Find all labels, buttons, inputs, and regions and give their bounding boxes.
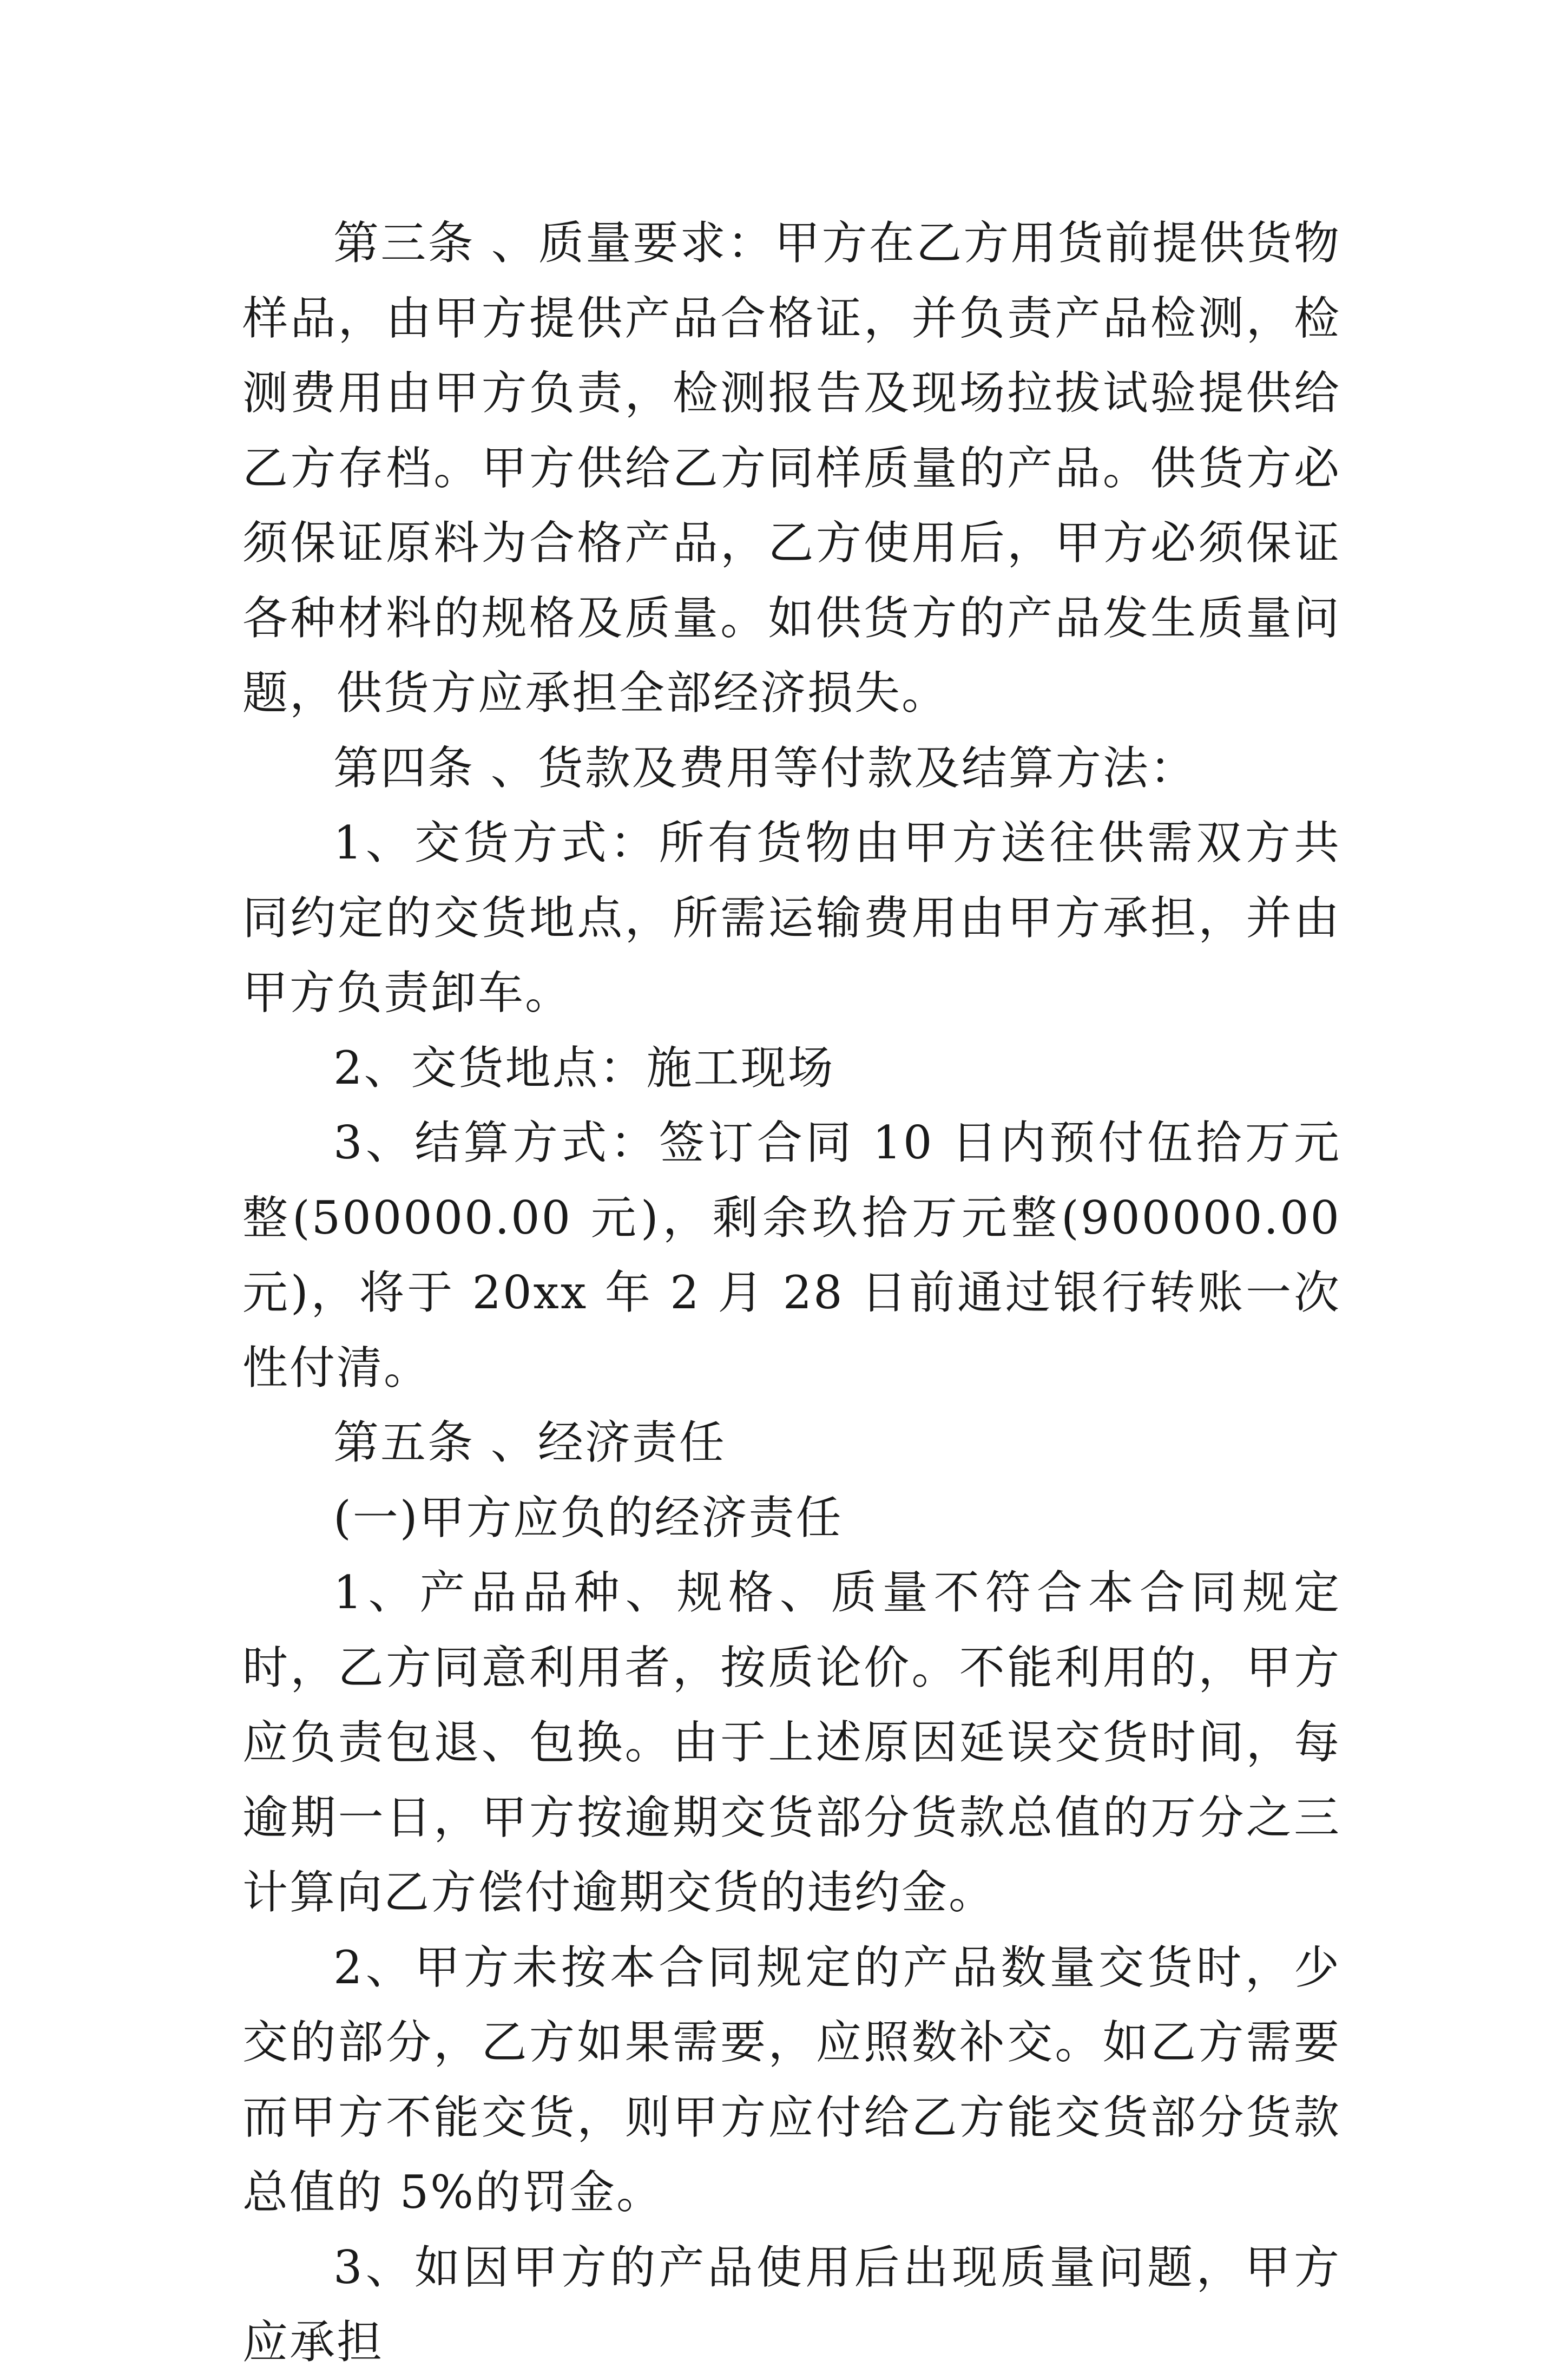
clause-4-item-2: 2、交货地点：施工现场 [333, 1041, 835, 1094]
clause-5-item-3: 3、如因甲方的产品使用后出现质量问题，甲方应承担 [242, 2240, 1341, 2369]
clause-5-heading: 第五条 、经济责任 [333, 1416, 726, 1469]
clause-5-item-2: 2、甲方未按本合同规定的产品数量交货时，少交的部分，乙方如果需要，应照数补交。如乙方需要而甲方不能交货，则甲方应付给乙方能交货部分货款总值的 5%的罚金。 [242, 1940, 1341, 2219]
clause-4-heading: 第四条 、货款及费用等付款及结算方法： [333, 741, 1197, 795]
clause-3-quality: 第三条 、质量要求：甲方在乙方用货前提供货物样品，由甲方提供产品合格证，并负责产品检测，检测费用由甲方负责，检测报告及现场拉拔试验提供给乙方存档。甲方供给乙方同样质量的产品。供货方必须保证原料为合格产品，乙方使用后，甲方必须保证各种材料的规格及质量。如供货方的产品发生质量问题，供货方应承担全部经济损失。 [242, 217, 1341, 719]
clause-4-item-1: 1、交货方式：所有货物由甲方送往供需双方共同约定的交货地点，所需运输费用由甲方承担，并由甲方负责卸车。 [242, 816, 1341, 1019]
clause-5-subheading: (一)甲方应负的经济责任 [333, 1491, 843, 1544]
document-body [242, 206, 1341, 2380]
clause-5-item-1: 1、产品品种、规格、质量不符合本合同规定时，乙方同意利用者，按质论价。不能利用的，甲方应负责包退、包换。由于上述原因延误交货时间，每逾期一日，甲方按逾期交货部分货款总值的万分之三计算向乙方偿付逾期交货的违约金。 [242, 1566, 1341, 1919]
clause-4-item-3: 3、结算方式：签订合同 10 日内预付伍拾万元整(500000.00 元)，剩余玖拾万元整(900000.00 元)，将于 20xx 年 2 月 28 日前通过银行转账一次性付清。 [242, 1116, 1341, 1394]
